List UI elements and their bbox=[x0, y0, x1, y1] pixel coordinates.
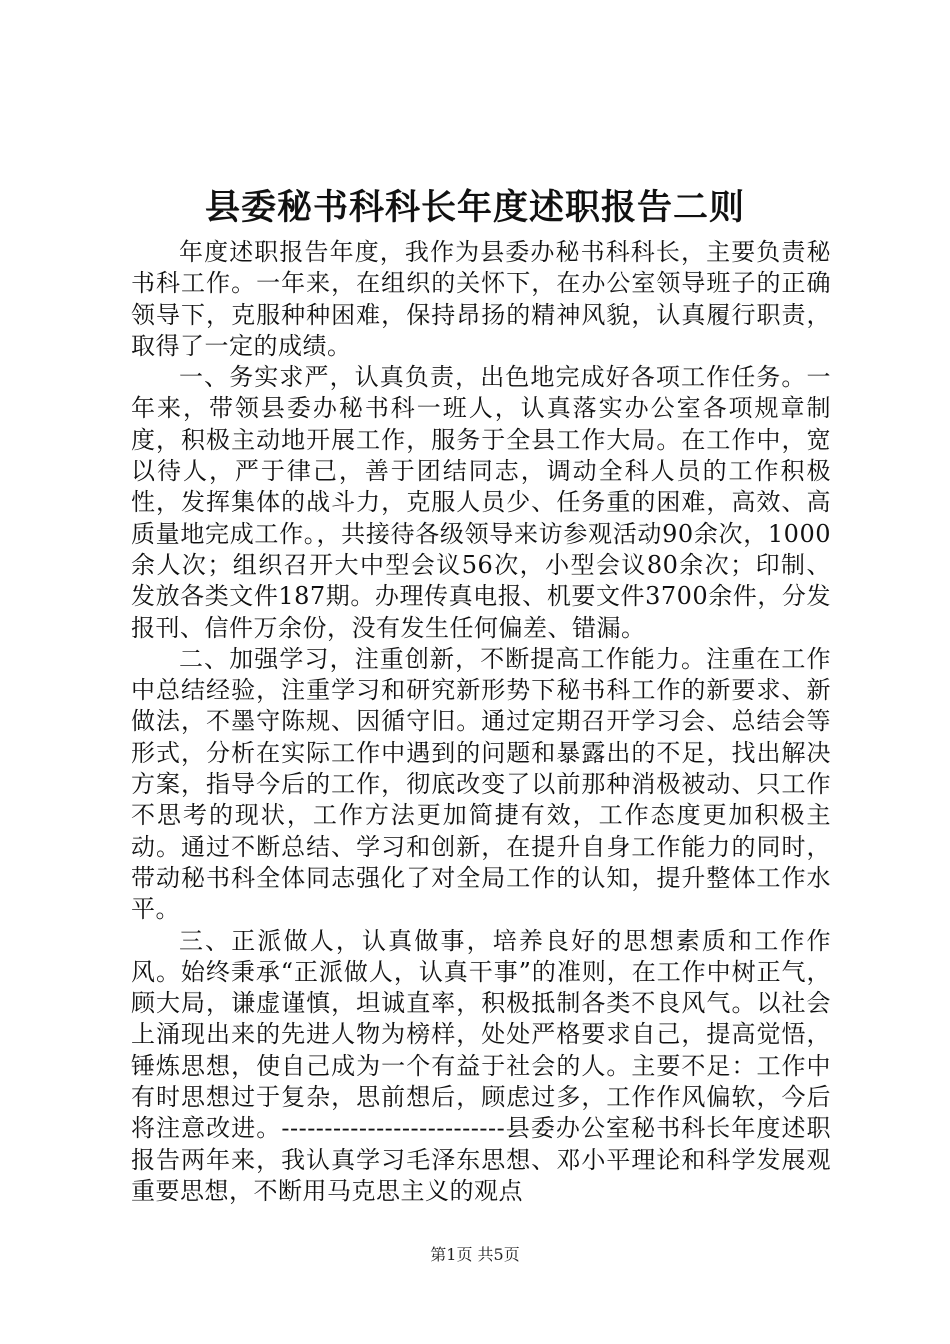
page-number-footer: 第1页 共5页 bbox=[430, 1245, 520, 1264]
paragraph-intro: 年度述职报告年度，我作为县委办秘书科科长，主要负责秘书科工作。一年来，在组织的关怀下，在办公室领导班子的正确领导下，克服种种困难，保持昂扬的精神风貌，认真履行职责，取得了一定的成绩。 bbox=[131, 238, 831, 360]
paragraph-section-2: 二、加强学习，注重创新，不断提高工作能力。注重在工作中总结经验，注重学习和研究新形势下秘书科工作的新要求、新做法，不墨守陈规、因循守旧。通过定期召开学习会、总结会等形式，分析在实际工作中遇到的问题和暴露出的不足，找出解决方案，指导今后的工作，彻底改变了以前那种消极被动、只工作不思考的现状，工作方法更加简捷有效，工作态度更加积极主动。通过不断总结、学习和创新，在提升自身工作能力的同时，带动秘书科全体同志强化了对全局工作的认知，提升整体工作水平。 bbox=[131, 644, 831, 924]
paragraph-section-3: 三、正派做人，认真做事，培养良好的思想素质和工作作风。始终秉承“正派做人，认真干事”的准则，在工作中树正气，顾大局，谦虚谨慎，坦诚直率，积极抵制各类不良风气。以社会上涌现出来的先进人物为榜样，处处严格要求自己，提高觉悟，锤炼思想，使自己成为一个有益于社会的人。主要不足：工作中有时思想过于复杂，思前想后，顾虑过多，工作作风偏软，今后将注意改进。--------------------------县委办公室秘书科长年度述职报告两年来，我认真学习毛泽东思想、邓小平理论和科学发展观重要思想，不断用马克思主义的观点 bbox=[131, 926, 831, 1205]
paragraph-section-1: 一、务实求严，认真负责，出色地完成好各项工作任务。一年来，带领县委办秘书科一班人，认真落实办公室各项规章制度，积极主动地开展工作，服务于全县工作大局。在工作中，宽以待人，严于律己，善于团结同志，调动全科人员的工作积极性，发挥集体的战斗力，克服人员少、任务重的困难，高效、高质量地完成工作。，共接待各级领导来访参观活动90余次，1000余人次；组织召开大中型会议56次，小型会议80余次；印制、发放各类文件187期。办理传真电报、机要文件3700余件，分发报刊、信件万余份，没有发生任何偏差、错漏。 bbox=[131, 363, 831, 642]
document-body bbox=[131, 237, 831, 1207]
document-title: 县委秘书科科长年度述职报告二则 bbox=[204, 187, 745, 228]
